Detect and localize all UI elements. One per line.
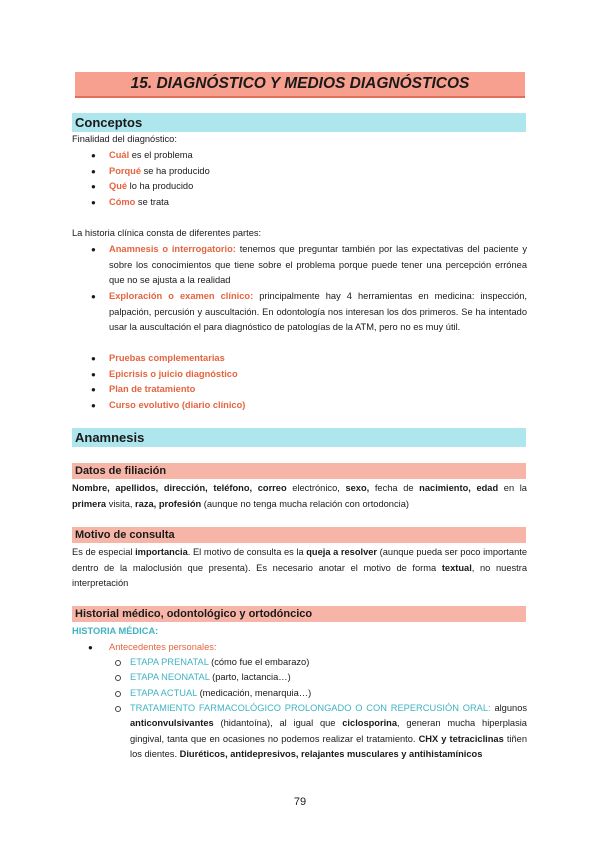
bullet-icon: ● (91, 245, 96, 254)
historia-medica-label: HISTORIA MÉDICA: (72, 626, 159, 636)
circle-bullet-icon (115, 660, 121, 666)
list-item: Plan de tratamiento (109, 384, 196, 394)
bullet-icon: ● (91, 385, 96, 394)
antecedentes-label: Antecedentes personales: (109, 642, 217, 652)
list-item: ETAPA NEONATAL (parto, lactancia…) (130, 672, 291, 682)
section-heading-conceptos: Conceptos (72, 113, 526, 132)
chapter-title: 15. DIAGNÓSTICO Y MEDIOS DIAGNÓSTICOS (75, 72, 525, 98)
list-item: Qué lo ha producido (109, 181, 194, 191)
list-item: TRATAMIENTO FARMACOLÓGICO PROLONGADO O CON REPERCUSIÓN ORAL: algunos anticonvulsivantes (hidantoína), al igual que ciclosporina, generan mucha hiperplasia gingival, tanta que en ocasiones no podemos realizar el tratamiento. CHX y tetraciclinas tiñen los dientes. Diuréticos, antidepresivos, relajantes musculares y antihistamínicos (130, 703, 528, 759)
list-item: ETAPA ACTUAL (medicación, menarquia…) (130, 688, 312, 698)
list-item: Porqué se ha producido (109, 166, 210, 176)
motivo-text: Es de especial importancia. El motivo de consulta es la queja a resolver (aunque pueda ser poco importante dentro de la maloclusión que presenta). Es necesario anotar el motivo de forma textual, no nuestra interpretación (72, 547, 527, 588)
circle-bullet-icon (115, 706, 121, 712)
historia-clinica-intro: La historia clínica consta de diferentes partes: (72, 228, 262, 238)
bullet-icon: ● (91, 182, 96, 191)
bullet-icon: ● (91, 198, 96, 207)
bullet-icon: ● (88, 643, 93, 652)
bullet-icon: ● (91, 151, 96, 160)
section-heading-anamnesis: Anamnesis (72, 428, 526, 447)
circle-bullet-icon (115, 675, 121, 681)
finalidad-intro: Finalidad del diagnóstico: (72, 134, 177, 144)
subheading-filiacion: Datos de filiación (72, 463, 526, 479)
bullet-icon: ● (91, 370, 96, 379)
list-item: Cómo se trata (109, 197, 169, 207)
list-item: ETAPA PRENATAL (cómo fue el embarazo) (130, 657, 310, 667)
bullet-icon: ● (91, 401, 96, 410)
list-item: Anamnesis o interrogatorio: tenemos que preguntar también por las expectativas del paciente y sobre los conocimientos que tiene sobre el problema porque puede tener una percepción errónea que no se ajusta a la realidad (109, 244, 527, 285)
page-number: 79 (293, 796, 307, 808)
list-item: Curso evolutivo (diario clínico) (109, 400, 246, 410)
list-item: Epicrisis o juicio diagnóstico (109, 369, 238, 379)
bullet-icon: ● (91, 292, 96, 301)
list-item: Cuál es el problema (109, 150, 193, 160)
subheading-motivo: Motivo de consulta (72, 527, 526, 543)
filiacion-text: Nombre, apellidos, dirección, teléfono, correo electrónico, sexo, fecha de nacimiento, edad en la primera visita, raza, profesión (aunque no tenga mucha relación con ortodoncia) (72, 483, 527, 509)
bullet-icon: ● (91, 354, 96, 363)
bullet-icon: ● (91, 167, 96, 176)
subheading-historial: Historial médico, odontológico y ortodóncico (72, 606, 526, 622)
circle-bullet-icon (115, 691, 121, 697)
list-item: Exploración o examen clínico: principalmente hay 4 herramientas en medicina: inspección, palpación, percusión y auscultación. En odontología nos interesan los dos primeros. Se ha intentado usar la auscultación el para diagnóstico de patologías de la ATM, pero no es muy útil. (109, 291, 527, 332)
list-item: Pruebas complementarias (109, 353, 225, 363)
